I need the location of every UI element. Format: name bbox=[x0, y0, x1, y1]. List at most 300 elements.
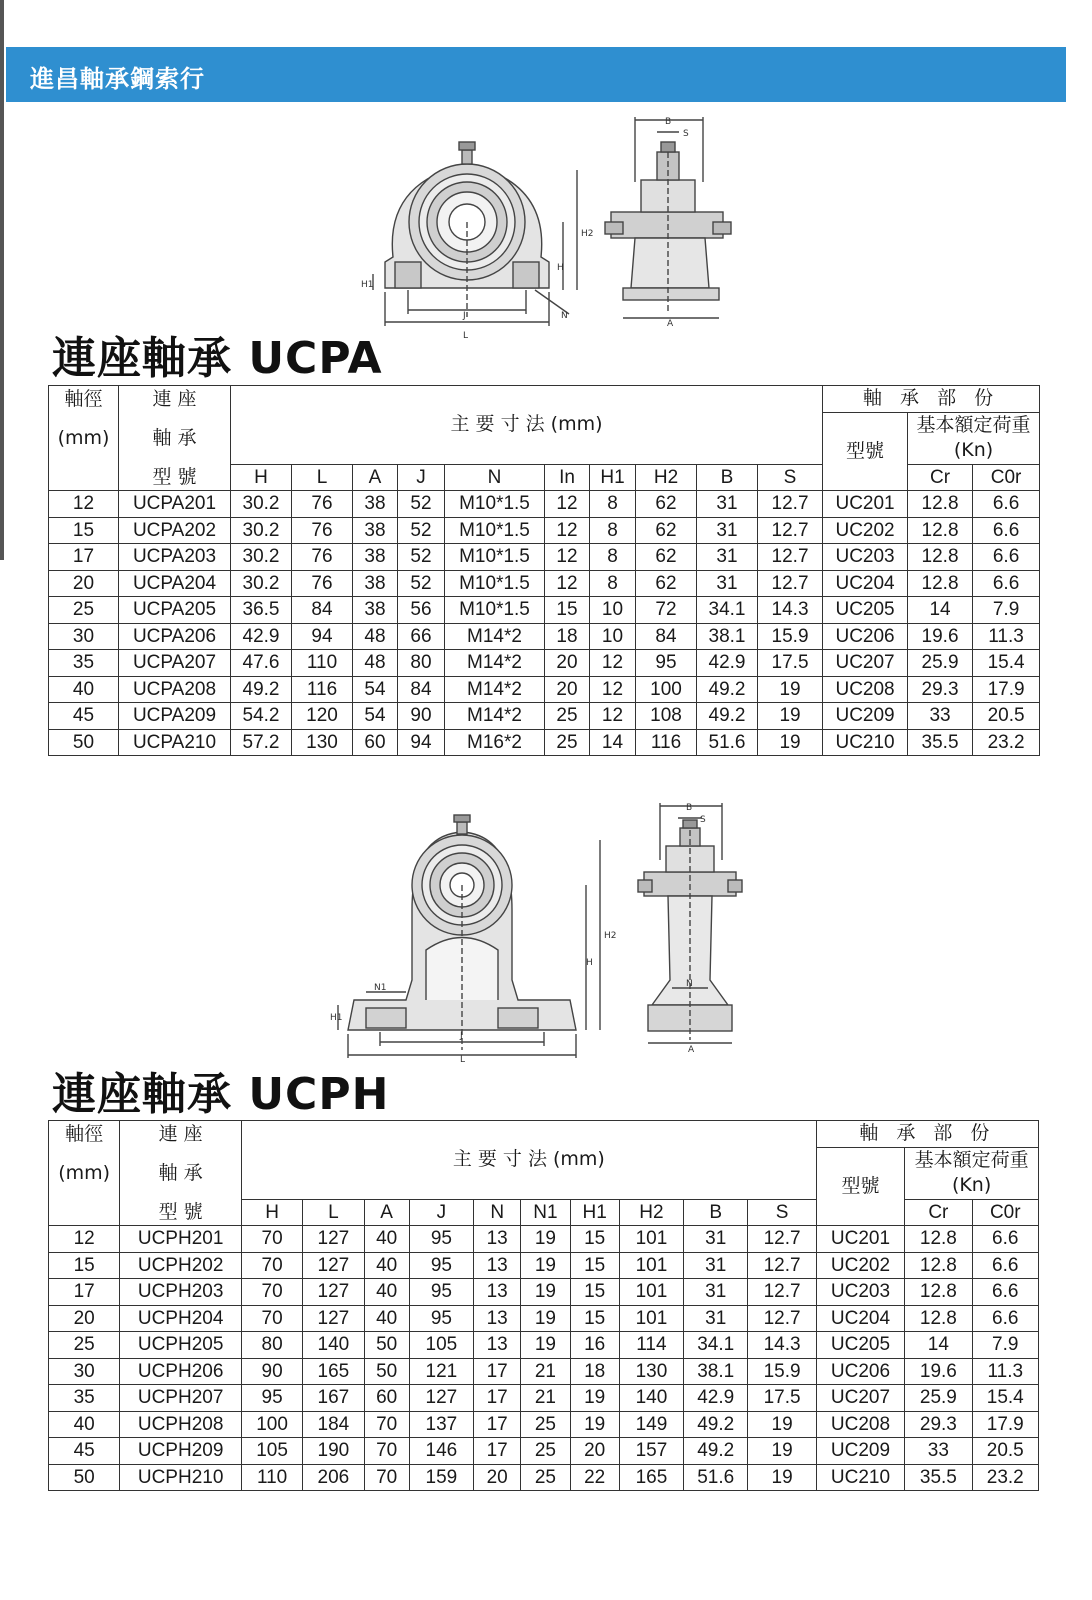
table-cell: 12.8 bbox=[905, 1226, 972, 1253]
table-cell: 100 bbox=[636, 676, 697, 703]
table-cell: 54 bbox=[353, 676, 398, 703]
table-cell: 49.2 bbox=[684, 1411, 748, 1438]
table-cell: 20 bbox=[49, 1305, 120, 1332]
table-cell: 12.8 bbox=[905, 1305, 972, 1332]
table-cell: 48 bbox=[353, 650, 398, 677]
col-header-h2: H2 bbox=[636, 464, 697, 491]
table-cell: 108 bbox=[636, 703, 697, 730]
table-cell: UCPH205 bbox=[120, 1332, 242, 1359]
table-cell: 12.7 bbox=[758, 570, 823, 597]
table-cell: UCPA205 bbox=[119, 597, 231, 624]
table-cell: UC202 bbox=[816, 1252, 904, 1279]
table-cell: 40 bbox=[49, 1411, 120, 1438]
col-header-c0r: C0r bbox=[973, 464, 1040, 491]
table-cell: M10*1.5 bbox=[445, 597, 545, 624]
table-cell: 127 bbox=[303, 1305, 364, 1332]
table-cell: 30.2 bbox=[231, 517, 292, 544]
table-cell: 60 bbox=[364, 1385, 409, 1412]
table-cell: UCPH202 bbox=[120, 1252, 242, 1279]
table-cell: 12.8 bbox=[908, 517, 973, 544]
table-cell: 90 bbox=[241, 1358, 302, 1385]
table-cell: 70 bbox=[364, 1464, 409, 1491]
table-cell: 20 bbox=[474, 1464, 521, 1491]
table-cell: 121 bbox=[409, 1358, 473, 1385]
table-cell: 19 bbox=[521, 1226, 570, 1253]
table-cell: 12 bbox=[545, 517, 590, 544]
ucpa-title: 連座軸承 UCPA bbox=[52, 333, 383, 384]
table-cell: 31 bbox=[697, 517, 758, 544]
ucph-technical-drawing bbox=[330, 800, 750, 1062]
table-cell: 7.9 bbox=[973, 597, 1040, 624]
col-header-s: S bbox=[748, 1199, 816, 1226]
table-cell: 60 bbox=[353, 729, 398, 756]
table-cell: 12.7 bbox=[748, 1279, 816, 1306]
table-cell: 8 bbox=[590, 491, 636, 518]
table-cell: UCPA208 bbox=[119, 676, 231, 703]
table-cell: M14*2 bbox=[445, 703, 545, 730]
table-cell: 12.8 bbox=[908, 491, 973, 518]
table-cell: UC203 bbox=[823, 544, 908, 571]
table-cell: 15.4 bbox=[973, 650, 1040, 677]
table-cell: 12.7 bbox=[748, 1226, 816, 1253]
table-cell: UC210 bbox=[816, 1464, 904, 1491]
table-cell: 57.2 bbox=[231, 729, 292, 756]
table-cell: 14 bbox=[908, 597, 973, 624]
table-cell: 146 bbox=[409, 1438, 473, 1465]
table-cell: UCPH206 bbox=[120, 1358, 242, 1385]
table-cell: 137 bbox=[409, 1411, 473, 1438]
table-cell: 40 bbox=[49, 676, 119, 703]
table-cell: 15 bbox=[49, 517, 119, 544]
table-cell: 17 bbox=[474, 1385, 521, 1412]
table-cell: 49.2 bbox=[684, 1438, 748, 1465]
table-row bbox=[49, 570, 1040, 597]
ucpa-technical-drawing bbox=[355, 112, 735, 344]
table-row bbox=[49, 1226, 1039, 1253]
table-cell: 120 bbox=[292, 703, 353, 730]
dim-label-l: L bbox=[463, 331, 469, 341]
table-cell: 19 bbox=[758, 703, 823, 730]
table-cell: 49.2 bbox=[231, 676, 292, 703]
table-cell: 38 bbox=[353, 570, 398, 597]
col-header-model-3: 型 號 bbox=[119, 464, 231, 491]
col-header-n: N bbox=[474, 1199, 521, 1226]
table-cell: 20.5 bbox=[973, 703, 1040, 730]
table-header-row bbox=[49, 1121, 1039, 1148]
dim-label-h: H bbox=[557, 263, 564, 273]
table-row bbox=[49, 1411, 1039, 1438]
table-cell: 114 bbox=[619, 1332, 683, 1359]
table-cell: 45 bbox=[49, 703, 119, 730]
table-cell: 190 bbox=[303, 1438, 364, 1465]
table-cell: 140 bbox=[303, 1332, 364, 1359]
table-cell: 25 bbox=[49, 1332, 120, 1359]
table-cell: 15 bbox=[570, 1279, 619, 1306]
table-cell: 19 bbox=[521, 1305, 570, 1332]
table-cell: 159 bbox=[409, 1464, 473, 1491]
col-header-cr: Cr bbox=[905, 1199, 972, 1226]
table-cell: 13 bbox=[474, 1252, 521, 1279]
table-cell: 6.6 bbox=[972, 1252, 1038, 1279]
table-cell: 12.8 bbox=[908, 544, 973, 571]
table-cell: 25.9 bbox=[905, 1385, 972, 1412]
table-cell: UCPH203 bbox=[120, 1279, 242, 1306]
table-cell: 12 bbox=[590, 676, 636, 703]
table-cell: 31 bbox=[697, 491, 758, 518]
col-header-h1: H1 bbox=[570, 1199, 619, 1226]
table-cell: 34.1 bbox=[684, 1332, 748, 1359]
table-cell: 12.8 bbox=[905, 1252, 972, 1279]
table-cell: 66 bbox=[398, 623, 445, 650]
table-cell: UC203 bbox=[816, 1279, 904, 1306]
table-cell: 84 bbox=[292, 597, 353, 624]
table-cell: 105 bbox=[241, 1438, 302, 1465]
dim-label-b: B bbox=[686, 803, 693, 813]
col-header-in: In bbox=[545, 464, 590, 491]
table-cell: 21 bbox=[521, 1385, 570, 1412]
table-cell: UCPA210 bbox=[119, 729, 231, 756]
table-cell: 101 bbox=[619, 1279, 683, 1306]
col-header-c0r: C0r bbox=[972, 1199, 1038, 1226]
table-cell: 38 bbox=[353, 597, 398, 624]
table-cell: UC208 bbox=[823, 676, 908, 703]
table-cell: 184 bbox=[303, 1411, 364, 1438]
table-cell: 51.6 bbox=[697, 729, 758, 756]
table-cell: UC206 bbox=[816, 1358, 904, 1385]
table-cell: 12 bbox=[545, 491, 590, 518]
table-cell: 15.4 bbox=[972, 1385, 1038, 1412]
table-cell: 130 bbox=[292, 729, 353, 756]
table-cell: 40 bbox=[364, 1305, 409, 1332]
table-cell: 40 bbox=[364, 1252, 409, 1279]
table-cell: 17.5 bbox=[758, 650, 823, 677]
table-cell: 50 bbox=[49, 1464, 120, 1491]
table-cell: 38 bbox=[353, 491, 398, 518]
table-cell: UCPA206 bbox=[119, 623, 231, 650]
table-cell: 25 bbox=[521, 1438, 570, 1465]
table-cell: M14*2 bbox=[445, 623, 545, 650]
table-cell: 165 bbox=[303, 1358, 364, 1385]
table-cell: 35 bbox=[49, 650, 119, 677]
table-cell: 14 bbox=[905, 1332, 972, 1359]
table-cell: 94 bbox=[398, 729, 445, 756]
table-cell: 95 bbox=[409, 1279, 473, 1306]
table-cell: 17 bbox=[49, 1279, 120, 1306]
col-header-a: A bbox=[353, 464, 398, 491]
dim-label-n1: N1 bbox=[374, 983, 387, 993]
table-cell: 101 bbox=[619, 1226, 683, 1253]
table-cell: 33 bbox=[905, 1438, 972, 1465]
dim-label-h1: H1 bbox=[330, 1013, 343, 1023]
table-cell: UCPH209 bbox=[120, 1438, 242, 1465]
table-row bbox=[49, 1438, 1039, 1465]
table-cell: 54 bbox=[353, 703, 398, 730]
table-cell: 116 bbox=[636, 729, 697, 756]
dim-label-h2: H2 bbox=[604, 931, 617, 941]
table-cell: 36.5 bbox=[231, 597, 292, 624]
col-header-n1: N1 bbox=[521, 1199, 570, 1226]
dim-label-j: J bbox=[463, 311, 466, 321]
table-cell: 13 bbox=[474, 1305, 521, 1332]
table-row bbox=[49, 1305, 1039, 1332]
table-cell: 127 bbox=[303, 1226, 364, 1253]
company-name: 進昌軸承鋼索行 bbox=[30, 65, 205, 93]
table-cell: 15 bbox=[49, 1252, 120, 1279]
table-cell: 11.3 bbox=[973, 623, 1040, 650]
table-cell: 62 bbox=[636, 570, 697, 597]
table-cell: 100 bbox=[241, 1411, 302, 1438]
dim-label-a: A bbox=[667, 319, 674, 329]
table-cell: 33 bbox=[908, 703, 973, 730]
table-cell: 38 bbox=[353, 517, 398, 544]
table-cell: UC208 bbox=[816, 1411, 904, 1438]
table-cell: 30.2 bbox=[231, 491, 292, 518]
table-cell: 56 bbox=[398, 597, 445, 624]
table-cell: 31 bbox=[684, 1305, 748, 1332]
table-cell: UC204 bbox=[816, 1305, 904, 1332]
table-cell: 19 bbox=[570, 1411, 619, 1438]
table-cell: UC201 bbox=[816, 1226, 904, 1253]
table-cell: 13 bbox=[474, 1279, 521, 1306]
col-header-shaft-unit: (mm) bbox=[49, 1147, 120, 1199]
col-header-b: B bbox=[684, 1199, 748, 1226]
table-cell: 35 bbox=[49, 1385, 120, 1412]
table-cell: 20 bbox=[545, 676, 590, 703]
col-header-h: H bbox=[231, 464, 292, 491]
table-cell: 12 bbox=[590, 703, 636, 730]
col-header-j: J bbox=[409, 1199, 473, 1226]
col-header-model-3: 型 號 bbox=[120, 1199, 242, 1226]
table-cell: 15.9 bbox=[758, 623, 823, 650]
ucph-spec-table bbox=[48, 1120, 1039, 1491]
table-cell: UCPH204 bbox=[120, 1305, 242, 1332]
table-cell: UC209 bbox=[816, 1438, 904, 1465]
page-edge-line bbox=[0, 0, 4, 560]
table-cell: 19 bbox=[758, 729, 823, 756]
table-cell: 20 bbox=[545, 650, 590, 677]
table-cell: 50 bbox=[364, 1332, 409, 1359]
table-cell: 42.9 bbox=[231, 623, 292, 650]
table-cell: 101 bbox=[619, 1305, 683, 1332]
table-row bbox=[49, 517, 1040, 544]
table-cell: 12.7 bbox=[748, 1252, 816, 1279]
table-cell: 52 bbox=[398, 517, 445, 544]
table-cell: 76 bbox=[292, 544, 353, 571]
table-cell: 17 bbox=[49, 544, 119, 571]
table-cell: 23.2 bbox=[972, 1464, 1038, 1491]
dim-label-h2: H2 bbox=[581, 229, 594, 239]
dim-label-a: A bbox=[688, 1045, 695, 1055]
table-cell: UC202 bbox=[823, 517, 908, 544]
table-cell: 157 bbox=[619, 1438, 683, 1465]
ucph-title: 連座軸承 UCPH bbox=[52, 1069, 390, 1120]
col-header-shaft-unit: (mm) bbox=[49, 412, 119, 464]
col-header-model-2: 軸 承 bbox=[120, 1147, 242, 1199]
col-header-j: J bbox=[398, 464, 445, 491]
table-cell: 70 bbox=[241, 1305, 302, 1332]
table-cell: 15 bbox=[570, 1226, 619, 1253]
table-cell: M10*1.5 bbox=[445, 570, 545, 597]
table-cell: 116 bbox=[292, 676, 353, 703]
table-cell: 12.7 bbox=[758, 491, 823, 518]
header-banner bbox=[6, 47, 1066, 102]
col-header-shaft: 軸徑 bbox=[49, 386, 119, 413]
table-row bbox=[49, 1332, 1039, 1359]
table-cell: UCPA204 bbox=[119, 570, 231, 597]
table-cell: 12 bbox=[545, 544, 590, 571]
table-row bbox=[49, 597, 1040, 624]
table-cell: 17 bbox=[474, 1411, 521, 1438]
table-row bbox=[49, 491, 1040, 518]
table-row bbox=[49, 544, 1040, 571]
table-cell: 95 bbox=[409, 1252, 473, 1279]
table-cell: 95 bbox=[409, 1226, 473, 1253]
table-cell: 31 bbox=[684, 1279, 748, 1306]
dim-label-l: L bbox=[460, 1055, 466, 1062]
table-cell: 48 bbox=[353, 623, 398, 650]
table-cell: 127 bbox=[303, 1279, 364, 1306]
table-cell: 45 bbox=[49, 1438, 120, 1465]
table-cell: 149 bbox=[619, 1411, 683, 1438]
table-cell: 110 bbox=[292, 650, 353, 677]
col-header-main-dims: 主 要 寸 法 (mm) bbox=[241, 1121, 816, 1200]
table-cell: 13 bbox=[474, 1332, 521, 1359]
table-cell: UCPA201 bbox=[119, 491, 231, 518]
col-header-model-1: 連 座 bbox=[120, 1121, 242, 1148]
table-cell: 62 bbox=[636, 491, 697, 518]
table-cell: UCPH207 bbox=[120, 1385, 242, 1412]
table-cell: UCPH208 bbox=[120, 1411, 242, 1438]
table-cell: 127 bbox=[303, 1252, 364, 1279]
dim-label-j: J bbox=[460, 1031, 463, 1041]
table-cell: 34.1 bbox=[697, 597, 758, 624]
table-cell: UC205 bbox=[816, 1332, 904, 1359]
table-cell: 20 bbox=[570, 1438, 619, 1465]
table-cell: 25 bbox=[49, 597, 119, 624]
table-cell: 25 bbox=[521, 1411, 570, 1438]
table-cell: UCPA203 bbox=[119, 544, 231, 571]
dim-label-s: S bbox=[683, 129, 689, 139]
table-cell: 62 bbox=[636, 517, 697, 544]
table-cell: 95 bbox=[636, 650, 697, 677]
table-cell: 165 bbox=[619, 1464, 683, 1491]
table-cell: 127 bbox=[409, 1385, 473, 1412]
table-cell: 76 bbox=[292, 491, 353, 518]
table-cell: 140 bbox=[619, 1385, 683, 1412]
col-header-a: A bbox=[364, 1199, 409, 1226]
table-cell: 20 bbox=[49, 570, 119, 597]
col-header-bearing: 軸 承 部 份 bbox=[816, 1121, 1038, 1148]
table-row bbox=[49, 650, 1040, 677]
table-cell: 94 bbox=[292, 623, 353, 650]
table-cell: UC210 bbox=[823, 729, 908, 756]
table-cell: 8 bbox=[590, 544, 636, 571]
table-row bbox=[49, 703, 1040, 730]
table-cell: 7.9 bbox=[972, 1332, 1038, 1359]
table-cell: 25 bbox=[545, 703, 590, 730]
table-cell: 80 bbox=[241, 1332, 302, 1359]
table-cell: 31 bbox=[684, 1226, 748, 1253]
table-cell: 30 bbox=[49, 623, 119, 650]
table-cell: 31 bbox=[697, 570, 758, 597]
table-cell: 17.9 bbox=[973, 676, 1040, 703]
table-cell: 23.2 bbox=[973, 729, 1040, 756]
table-cell: 35.5 bbox=[908, 729, 973, 756]
col-header-load-1: 基本額定荷重 bbox=[908, 412, 1040, 438]
table-cell: 14.3 bbox=[748, 1332, 816, 1359]
table-cell: 52 bbox=[398, 570, 445, 597]
dim-label-b: B bbox=[665, 117, 672, 127]
table-cell: UC204 bbox=[823, 570, 908, 597]
table-cell: 12.8 bbox=[908, 570, 973, 597]
table-cell: UC206 bbox=[823, 623, 908, 650]
table-cell: 84 bbox=[636, 623, 697, 650]
table-cell: 16 bbox=[570, 1332, 619, 1359]
table-cell: 84 bbox=[398, 676, 445, 703]
col-header-s: S bbox=[758, 464, 823, 491]
table-cell: 10 bbox=[590, 597, 636, 624]
table-cell: 51.6 bbox=[684, 1464, 748, 1491]
table-cell: 12.7 bbox=[758, 544, 823, 571]
table-cell: 8 bbox=[590, 570, 636, 597]
table-cell: 49.2 bbox=[697, 676, 758, 703]
table-cell: M14*2 bbox=[445, 676, 545, 703]
table-cell: 70 bbox=[241, 1252, 302, 1279]
table-cell: 72 bbox=[636, 597, 697, 624]
table-cell: 25 bbox=[521, 1464, 570, 1491]
col-header-model-2: 軸 承 bbox=[119, 412, 231, 464]
table-cell: 11.3 bbox=[972, 1358, 1038, 1385]
table-cell: 47.6 bbox=[231, 650, 292, 677]
table-cell: M10*1.5 bbox=[445, 544, 545, 571]
table-cell: 206 bbox=[303, 1464, 364, 1491]
table-cell: UC207 bbox=[823, 650, 908, 677]
table-cell: 50 bbox=[364, 1358, 409, 1385]
table-cell: 22 bbox=[570, 1464, 619, 1491]
col-header-l: L bbox=[303, 1199, 364, 1226]
table-cell: 12 bbox=[49, 491, 119, 518]
table-cell: 15.9 bbox=[748, 1358, 816, 1385]
table-cell: UC201 bbox=[823, 491, 908, 518]
table-cell: 20.5 bbox=[972, 1438, 1038, 1465]
table-cell: 13 bbox=[474, 1226, 521, 1253]
table-cell: 12 bbox=[545, 570, 590, 597]
table-cell: 110 bbox=[241, 1464, 302, 1491]
col-header-l: L bbox=[292, 464, 353, 491]
dim-label-h1: H1 bbox=[361, 280, 374, 290]
table-cell: M14*2 bbox=[445, 650, 545, 677]
dim-label-n: N bbox=[561, 311, 568, 321]
table-cell: 15 bbox=[570, 1305, 619, 1332]
table-cell: 19 bbox=[758, 676, 823, 703]
col-header-bearing-model: 型號 bbox=[816, 1147, 904, 1226]
table-cell: 12 bbox=[49, 1226, 120, 1253]
table-cell: UCPH201 bbox=[120, 1226, 242, 1253]
table-cell: 29.3 bbox=[905, 1411, 972, 1438]
table-cell: 10 bbox=[590, 623, 636, 650]
table-cell: UCPA209 bbox=[119, 703, 231, 730]
col-header-load-2: (Kn) bbox=[908, 438, 1040, 464]
table-cell: M10*1.5 bbox=[445, 517, 545, 544]
table-cell: 17.9 bbox=[972, 1411, 1038, 1438]
table-cell: 12.7 bbox=[748, 1305, 816, 1332]
table-cell: 40 bbox=[364, 1226, 409, 1253]
table-cell: 19 bbox=[521, 1252, 570, 1279]
table-cell: UCPA207 bbox=[119, 650, 231, 677]
table-cell: 42.9 bbox=[684, 1385, 748, 1412]
col-header-b: B bbox=[697, 464, 758, 491]
table-cell: 38 bbox=[353, 544, 398, 571]
